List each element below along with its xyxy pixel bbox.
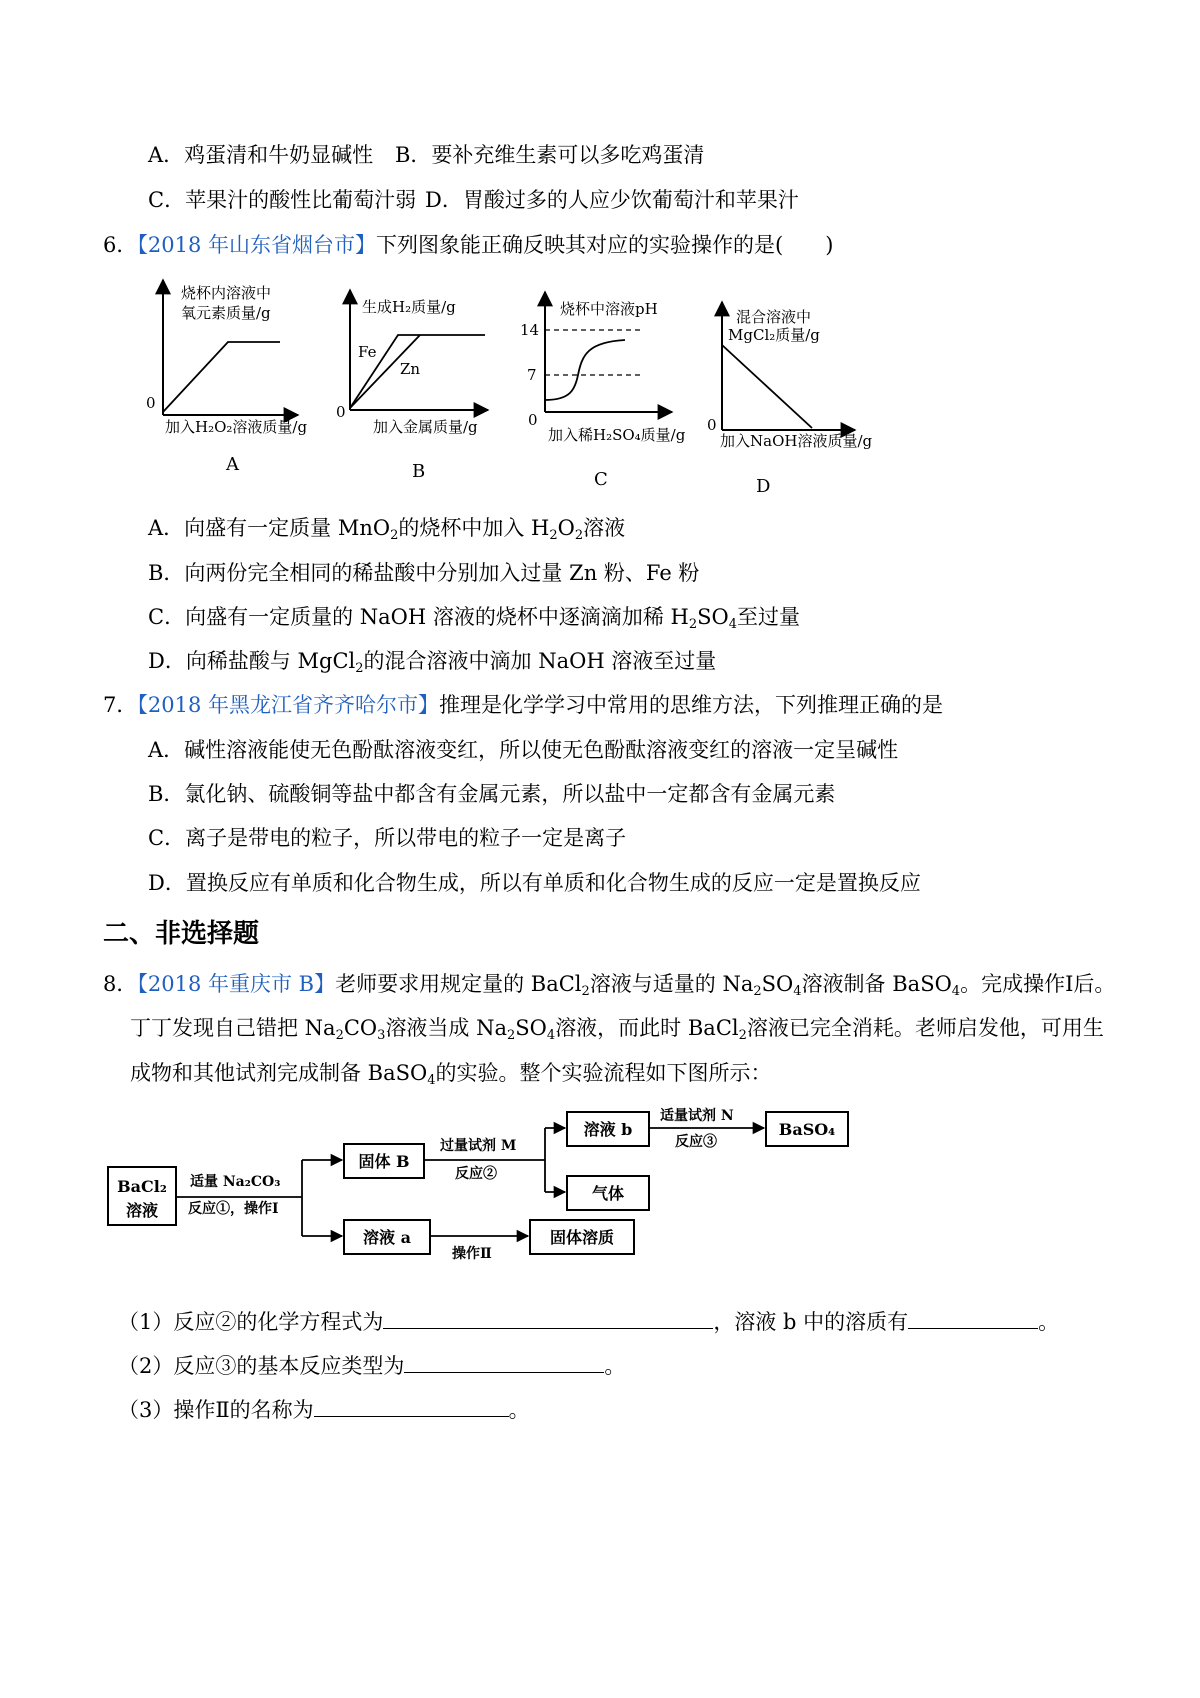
- q8-stem-line-3: 成物和其他试剂完成制备 BaSO$_4$的实验。整个实验流程如下图所示：: [130, 1061, 772, 1088]
- q6-option-b: B．向两份完全相同的稀盐酸中分别加入过量 Zn 粉、Fe 粉: [148, 561, 700, 585]
- graph-a-ylabel-1: 烧杯内溶液中: [181, 284, 272, 302]
- flow-solid-b-box: [344, 1144, 424, 1178]
- graph-c: [520, 292, 686, 490]
- q8-stem-line-2: 丁丁发现自己错把 $Na_2CO_3$溶液当成 $Na_2SO_4$溶液，而此时 BaCl$_2$溶液已完全消耗。老师启发他，可用生: [130, 1016, 1104, 1043]
- graph-a: [146, 280, 307, 475]
- graph-d-ylabel-2: MgCl₂质量/g: [728, 326, 820, 344]
- graph-d-label: D: [756, 476, 771, 497]
- flow-solution-b-box: [567, 1112, 649, 1146]
- graph-b-xlabel: 加入金属质量/g: [373, 418, 478, 436]
- section-heading: 二、非选择题: [103, 919, 260, 949]
- graph-a-xlabel: 加入H₂O₂溶液质量/g: [165, 418, 308, 436]
- flow-arrow-3-top: 适量试剂 N: [660, 1108, 734, 1124]
- graph-b: [336, 290, 488, 482]
- q5-option-b: B．要补充维生素可以多吃鸡蛋清: [395, 143, 705, 167]
- graph-a-label: A: [226, 454, 239, 475]
- q6-option-a: A．向盛有一定质量 MnO$_2$的烧杯中加入 $H_2O_2$溶液: [148, 516, 626, 543]
- answer-blank[interactable]: [908, 1308, 1038, 1329]
- graph-b-zn-label: Zn: [400, 360, 421, 378]
- graph-c-tick-14: 14: [520, 321, 540, 339]
- graph-c-origin: 0: [528, 411, 538, 429]
- q8-stem-line-1: 8．【2018 年重庆市 B】老师要求用规定量的 BaCl$_2$溶液与适量的 $Na_2SO_4$溶液制备 BaSO$_4$。完成操作Ⅰ后。: [103, 972, 1116, 999]
- graph-a-curve: [163, 342, 280, 412]
- q7-option-b: B．氯化钠、硫酸铜等盐中都含有金属元素，所以盐中一定都含有金属元素: [148, 782, 836, 806]
- question-source: 【2018 年黑龙江省齐齐哈尔市】: [137, 693, 439, 717]
- q8-sub-1: （1）反应②的化学方程式为 ，溶液 b 中的溶质有 。: [118, 1310, 1060, 1334]
- q8-sub-3: （3）操作Ⅱ的名称为 。: [118, 1398, 530, 1422]
- graph-c-ylabel: 烧杯中溶液pH: [560, 300, 658, 318]
- flow-arrow-1-bottom: 反应①，操作Ⅰ: [188, 1201, 279, 1217]
- graph-d-xlabel: 加入NaOH溶液质量/g: [720, 432, 873, 450]
- q5-option-c: C．苹果汁的酸性比葡萄汁弱: [148, 188, 417, 212]
- flow-arrow-2-bottom: 反应②: [455, 1166, 497, 1182]
- flow-gas-box: [567, 1176, 649, 1210]
- flow-gas: 气体: [591, 1184, 625, 1203]
- question-text: 推理是化学学习中常用的思维方法，下列推理正确的是: [439, 693, 943, 717]
- question-text: 下列图象能正确反映其对应的实验操作的是( ): [376, 233, 834, 257]
- flow-start-box: [108, 1167, 176, 1225]
- q6-option-d: D．向稀盐酸与 MgCl$_2$的混合溶液中滴加 NaOH 溶液至过量: [148, 649, 717, 676]
- flow-solution-a: 溶液 a: [363, 1228, 411, 1247]
- q7-option-c: C．离子是带电的粒子，所以带电的粒子一定是离子: [148, 826, 627, 850]
- q7-option-a: A．碱性溶液能使无色酚酞溶液变红，所以使无色酚酞溶液变红的溶液一定呈碱性: [148, 738, 899, 762]
- graph-b-label: B: [412, 461, 426, 482]
- graph-c-xlabel: 加入稀H₂SO₄质量/g: [548, 426, 686, 444]
- graph-a-origin: 0: [146, 394, 156, 412]
- question-number: 7．: [103, 693, 138, 717]
- q6-graphs: [0, 270, 1200, 510]
- graph-d: [707, 302, 873, 497]
- graph-d-origin: 0: [707, 416, 717, 434]
- q5-option-d: D．胃酸过多的人应少饮葡萄汁和苹果汁: [425, 188, 799, 212]
- flow-solution-a-box: [344, 1220, 430, 1254]
- flow-solid-b: 固体 B: [358, 1152, 410, 1171]
- answer-blank[interactable]: [314, 1396, 509, 1417]
- q7-stem: [103, 691, 943, 719]
- flow-arrow-4-label: 操作Ⅱ: [452, 1246, 492, 1262]
- flow-arrow-2-top: 过量试剂 M: [440, 1138, 517, 1154]
- answer-blank[interactable]: [404, 1352, 604, 1373]
- graph-d-curve: [722, 345, 812, 428]
- q6-option-c: C．向盛有一定质量的 NaOH 溶液的烧杯中逐滴滴加稀 $H_2SO_4$至过量: [148, 605, 801, 632]
- graph-a-ylabel-2: 氧元素质量/g: [181, 304, 271, 322]
- graph-c-label: C: [594, 469, 608, 490]
- graph-b-fe-label: Fe: [358, 343, 377, 361]
- flow-solution-b: 溶液 b: [583, 1120, 633, 1139]
- question-number: 6．: [103, 233, 138, 257]
- flow-arrow-1-top: 适量 Na₂CO₃: [190, 1174, 281, 1190]
- graph-c-curve: [545, 340, 625, 400]
- q8-sub-2: （2）反应③的基本反应类型为 。: [118, 1354, 626, 1378]
- answer-blank[interactable]: [383, 1308, 713, 1329]
- question-source: 【2018 年山东省烟台市】: [137, 233, 376, 257]
- graph-b-ylabel: 生成H₂质量/g: [362, 298, 456, 316]
- flow-start-line-2: 溶液: [125, 1201, 159, 1220]
- flow-arrow-3-bottom: 反应③: [675, 1134, 717, 1150]
- q6-stem: [103, 231, 833, 259]
- flow-product-box: [766, 1112, 848, 1146]
- flow-start-line-1: BaCl₂: [117, 1177, 167, 1196]
- question-number: 8．: [103, 972, 138, 996]
- q8-flowchart: [0, 1100, 1200, 1280]
- flow-solid-solute-box: [530, 1220, 634, 1254]
- flow-product: BaSO₄: [778, 1120, 836, 1139]
- question-source: 【2018 年重庆市 B】: [137, 972, 336, 996]
- q7-option-d: D．置换反应有单质和化合物生成，所以有单质和化合物生成的反应一定是置换反应: [148, 871, 921, 895]
- flow-solid-solute: 固体溶质: [549, 1228, 615, 1247]
- graph-d-ylabel-1: 混合溶液中: [736, 308, 812, 326]
- graph-c-tick-7: 7: [527, 366, 537, 384]
- q5-option-a: A．鸡蛋清和牛奶显碱性: [148, 143, 374, 167]
- graph-b-origin: 0: [336, 403, 346, 421]
